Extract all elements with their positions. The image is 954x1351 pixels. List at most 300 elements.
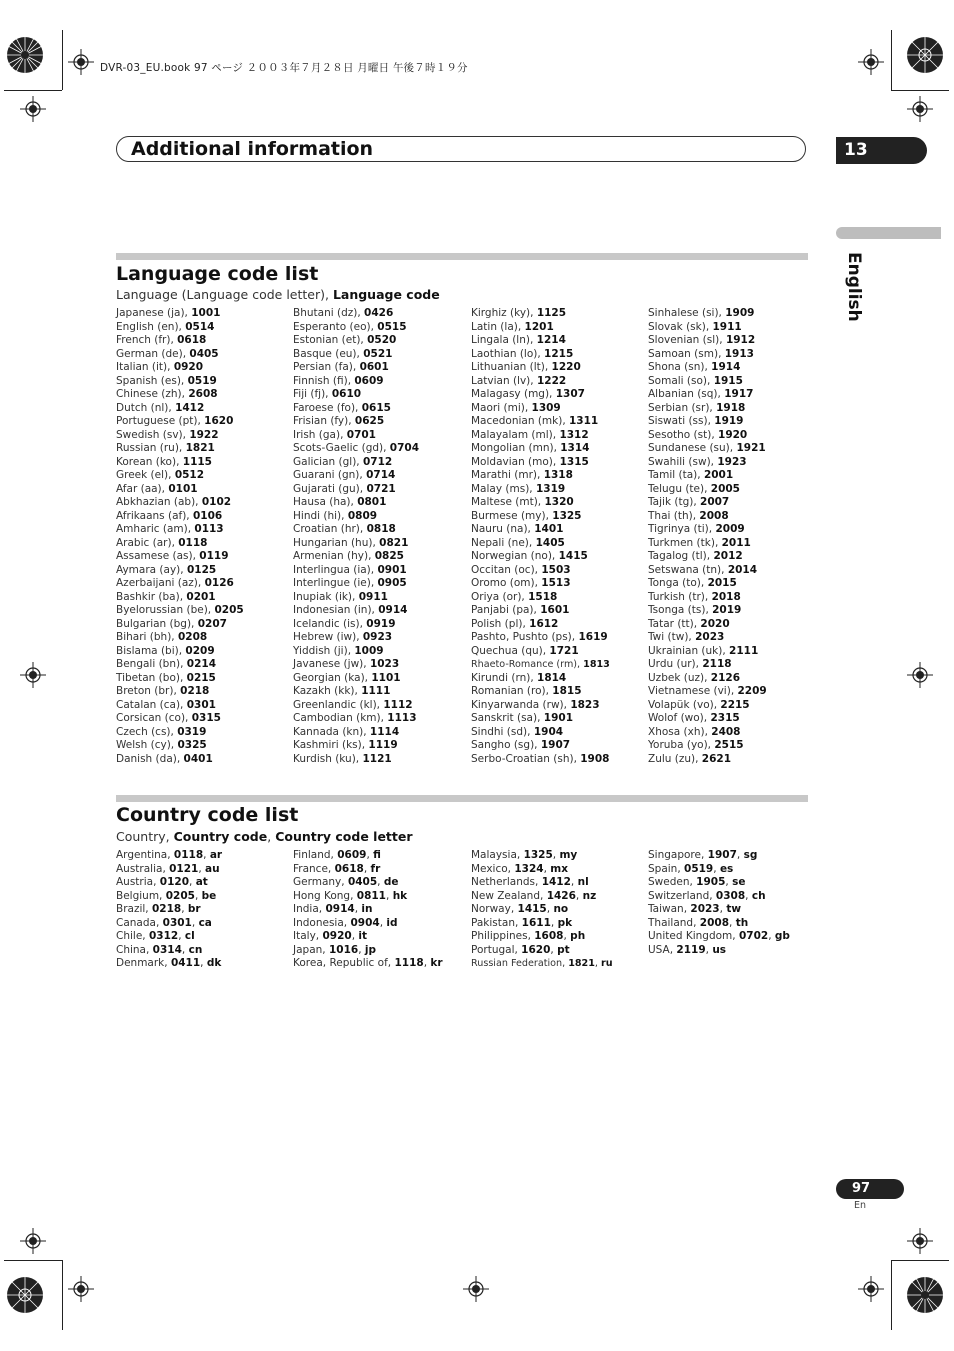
language-entry xyxy=(648,415,826,429)
entry-code: 2019 xyxy=(712,604,742,616)
entry-name: Serbian (sr), xyxy=(648,401,717,414)
language-entry xyxy=(648,496,826,510)
language-entry xyxy=(471,699,649,713)
country-entry xyxy=(648,876,826,890)
country-entry-column xyxy=(471,849,649,971)
country-entry xyxy=(293,917,471,931)
language-entry xyxy=(293,348,471,362)
entry-code: 0315 xyxy=(191,712,221,724)
language-section-title: Language code list xyxy=(116,263,319,285)
country-entry xyxy=(116,944,294,958)
entry-letter: nz xyxy=(582,889,597,902)
entry-letter: ru xyxy=(601,958,613,969)
country-entry xyxy=(648,863,826,877)
language-entry xyxy=(293,699,471,713)
country-entry xyxy=(293,930,471,944)
entry-name: Danish (da), xyxy=(116,752,184,765)
entry-code: 0919 xyxy=(366,617,396,630)
language-entry xyxy=(471,591,649,605)
language-entry xyxy=(648,537,826,551)
language-entry xyxy=(648,550,826,564)
subtitle-bold: Country code xyxy=(173,829,268,844)
crop-line xyxy=(891,30,892,90)
entry-separator: , xyxy=(725,876,733,888)
entry-name: Guarani (gn), xyxy=(293,469,367,481)
language-entry xyxy=(648,334,826,348)
entry-code: 1905 xyxy=(696,876,726,888)
entry-code: 0911 xyxy=(358,590,388,603)
entry-code: 2023 xyxy=(695,631,725,643)
entry-separator: , xyxy=(191,916,199,929)
entry-separator: , xyxy=(543,862,551,875)
entry-separator: , xyxy=(386,889,393,902)
language-entry xyxy=(293,375,471,389)
entry-name: Mexico, xyxy=(471,862,515,875)
entry-code: 1401 xyxy=(534,523,564,535)
entry-name: Hausa (ha), xyxy=(293,496,358,508)
entry-separator: , xyxy=(594,958,601,969)
entry-code: 0904 xyxy=(350,916,380,929)
entry-name: Macedonian (mk), xyxy=(471,415,569,427)
language-entry xyxy=(116,685,294,699)
entry-name: China, xyxy=(116,943,153,956)
entry-code: 0714 xyxy=(366,469,396,481)
entry-name: Panjabi (pa), xyxy=(471,604,541,616)
entry-name: Kazakh (kk), xyxy=(293,685,362,697)
entry-code: 0205 xyxy=(165,889,195,902)
language-entry xyxy=(293,591,471,605)
entry-letter: es xyxy=(719,862,734,875)
entry-name: Bislama (bi), xyxy=(116,644,186,657)
language-entry xyxy=(471,685,649,699)
language-entry xyxy=(471,577,649,591)
entry-code: 0825 xyxy=(374,550,404,562)
entry-name: Tonga (to), xyxy=(648,577,708,589)
entry-code: 0704 xyxy=(389,442,420,454)
entry-code: 0308 xyxy=(715,889,746,902)
entry-name: Thai (th), xyxy=(648,509,700,522)
language-entry xyxy=(471,348,649,362)
language-entry xyxy=(471,510,649,524)
language-entry xyxy=(116,510,294,524)
entry-code: 0625 xyxy=(354,415,385,427)
language-entry xyxy=(471,496,649,510)
entry-code: 0609 xyxy=(354,374,384,387)
language-entry xyxy=(116,523,294,537)
entry-separator: , xyxy=(705,943,713,956)
entry-name: Russian Federation, xyxy=(471,958,569,969)
language-entry xyxy=(293,631,471,645)
entry-name: Tigrinya (ti), xyxy=(648,523,716,535)
entry-name: Australia, xyxy=(116,862,170,875)
language-entry xyxy=(471,712,649,726)
entry-separator: , xyxy=(181,943,189,956)
entry-name: Norway, xyxy=(471,903,518,915)
language-entry xyxy=(293,496,471,510)
entry-code: 0519 xyxy=(684,862,714,875)
entry-name: Yiddish (ji), xyxy=(293,644,355,657)
language-entry xyxy=(293,645,471,659)
entry-name: Xhosa (xh), xyxy=(648,725,712,738)
entry-code: 0102 xyxy=(201,496,232,508)
entry-code: 1619 xyxy=(578,631,608,643)
entry-name: Fiji (fj), xyxy=(293,388,332,400)
entry-code: 1214 xyxy=(536,334,566,346)
entry-name: Vietnamese (vi), xyxy=(648,685,738,697)
entry-letter: ph xyxy=(570,930,586,942)
crosshair-mark-icon xyxy=(907,662,933,688)
entry-code: 1821 xyxy=(568,958,595,969)
entry-name: Greek (el), xyxy=(116,469,175,481)
entry-code: 0521 xyxy=(363,347,393,360)
entry-separator: , xyxy=(181,903,188,915)
entry-code: 1608 xyxy=(534,930,564,942)
crop-line xyxy=(891,1260,892,1330)
entry-separator: , xyxy=(203,849,210,861)
entry-code: 2011 xyxy=(721,536,751,549)
entry-letter: cn xyxy=(188,943,203,956)
entry-code: 1823 xyxy=(570,698,600,711)
crosshair-mark-icon xyxy=(20,1228,46,1254)
entry-name: Polish (pl), xyxy=(471,617,530,630)
entry-name: Yoruba (yo), xyxy=(648,739,715,751)
language-entry xyxy=(471,658,649,672)
entry-separator: , xyxy=(358,943,365,956)
side-language-label xyxy=(826,252,874,322)
registration-rosette-icon xyxy=(906,36,944,74)
entry-code: 1115 xyxy=(182,455,212,468)
side-language-text: English xyxy=(844,252,864,322)
side-tab xyxy=(836,227,941,239)
entry-code: 2007 xyxy=(700,496,730,508)
country-entry xyxy=(648,849,826,863)
registration-rosette-icon xyxy=(906,1276,944,1314)
language-entry xyxy=(116,469,294,483)
entry-name: Switzerland, xyxy=(648,889,716,902)
entry-name: Tamil (ta), xyxy=(648,469,704,481)
entry-code: 0106 xyxy=(192,509,223,522)
entry-name: German (de), xyxy=(116,347,190,360)
entry-name: Portugal, xyxy=(471,943,522,956)
entry-name: Ukrainian (uk), xyxy=(648,644,730,657)
entry-code: 0118 xyxy=(178,536,208,549)
entry-code: 1201 xyxy=(524,320,554,333)
section-divider xyxy=(116,253,808,260)
entry-code: 2015 xyxy=(707,577,737,589)
crosshair-mark-icon xyxy=(20,662,46,688)
entry-name: Norwegian (no), xyxy=(471,550,559,562)
entry-name: Inupiak (ik), xyxy=(293,590,359,603)
chapter-badge: 13 xyxy=(836,137,927,164)
entry-name: Hungarian (hu), xyxy=(293,536,380,549)
language-entry xyxy=(293,577,471,591)
entry-code: 0215 xyxy=(186,671,216,684)
entry-code: 1915 xyxy=(713,374,743,387)
entry-code: 1911 xyxy=(712,320,742,333)
entry-name: Aymara (ay), xyxy=(116,563,187,576)
language-entry xyxy=(648,388,826,402)
entry-name: USA, xyxy=(648,943,677,956)
entry-name: Moldavian (mo), xyxy=(471,455,560,468)
entry-name: Italy, xyxy=(293,930,323,942)
entry-code: 1620 xyxy=(521,943,551,956)
language-entry xyxy=(471,456,649,470)
entry-name: New Zealand, xyxy=(471,889,547,902)
entry-code: 1319 xyxy=(535,482,566,495)
language-entry xyxy=(648,456,826,470)
language-entry xyxy=(471,469,649,483)
language-entry xyxy=(648,685,826,699)
entry-code: 1311 xyxy=(569,415,599,427)
entry-code: 1918 xyxy=(716,401,746,414)
entry-code: 1412 xyxy=(541,876,571,888)
page-number: 97 xyxy=(836,1179,904,1199)
entry-name: Tagalog (tl), xyxy=(648,550,714,562)
entry-separator: , xyxy=(552,849,560,861)
entry-name: Scots-Gaelic (gd), xyxy=(293,442,390,454)
country-entry xyxy=(293,944,471,958)
language-entry xyxy=(648,631,826,645)
entry-name: Nauru (na), xyxy=(471,523,535,535)
entry-name: Marathi (mr), xyxy=(471,469,544,481)
entry-code: 1815 xyxy=(552,685,582,697)
language-entry xyxy=(116,699,294,713)
entry-code: 0923 xyxy=(362,631,393,643)
entry-letter: id xyxy=(386,916,398,929)
language-entry xyxy=(471,564,649,578)
entry-code: 2215 xyxy=(720,698,750,711)
entry-name: Sundanese (su), xyxy=(648,442,737,454)
entry-code: 0618 xyxy=(177,334,207,346)
entry-separator: , xyxy=(194,889,202,902)
language-entry xyxy=(471,645,649,659)
entry-name: Italian (it), xyxy=(116,361,174,373)
language-entry xyxy=(293,307,471,321)
language-entry xyxy=(293,604,471,618)
entry-name: Kannada (kn), xyxy=(293,725,370,738)
language-entry xyxy=(116,361,294,375)
entry-name: Japanese (ja), xyxy=(116,307,192,319)
entry-code: 1620 xyxy=(204,415,234,427)
entry-code: 0514 xyxy=(185,320,215,333)
entry-letter: it xyxy=(358,930,368,942)
language-entry xyxy=(293,361,471,375)
registration-rosette-icon xyxy=(6,36,44,74)
entry-name: Hindi (hi), xyxy=(293,509,348,522)
language-entry xyxy=(116,550,294,564)
entry-name: Germany, xyxy=(293,876,348,888)
entry-code: 0118 xyxy=(173,849,204,861)
entry-name: Tsonga (ts), xyxy=(648,604,713,616)
language-entry xyxy=(293,618,471,632)
entry-name: Arabic (ar), xyxy=(116,536,179,549)
entry-letter: sg xyxy=(743,849,758,861)
entry-code: 0901 xyxy=(377,563,407,576)
country-entry xyxy=(471,944,649,958)
entry-name: United Kingdom, xyxy=(648,930,739,942)
entry-name: Sesotho (st), xyxy=(648,428,719,441)
entry-code: 1913 xyxy=(724,347,754,360)
entry-name: Kurdish (ku), xyxy=(293,752,363,765)
language-entry xyxy=(293,469,471,483)
entry-name: Afrikaans (af), xyxy=(116,509,193,522)
entry-code: 1314 xyxy=(560,442,590,454)
language-entry xyxy=(293,672,471,686)
entry-letter: ar xyxy=(209,849,223,861)
country-entry xyxy=(116,849,294,863)
entry-code: 0519 xyxy=(187,374,217,387)
entry-name: Albanian (sq), xyxy=(648,388,725,400)
country-entry xyxy=(648,944,826,958)
entry-name: Tajik (tg), xyxy=(648,496,701,508)
entry-name: Finland, xyxy=(293,849,338,861)
entry-name: Abkhazian (ab), xyxy=(116,496,202,508)
language-entry xyxy=(471,753,649,767)
language-entry xyxy=(648,307,826,321)
print-info: DVR-03_EU.book 97 ページ ２００３年７月２８日 月曜日 午後７時１９分 xyxy=(100,62,468,74)
entry-letter: tw xyxy=(726,903,742,915)
country-entry xyxy=(293,890,471,904)
entry-letter: jp xyxy=(364,943,377,956)
language-entry xyxy=(293,510,471,524)
entry-name: Assamese (as), xyxy=(116,550,200,562)
entry-name: Bihari (bh), xyxy=(116,631,178,643)
entry-name: Catalan (ca), xyxy=(116,698,187,711)
entry-name: Icelandic (is), xyxy=(293,617,367,630)
entry-name: Azerbaijani (az), xyxy=(116,577,205,589)
entry-code: 2020 xyxy=(700,617,730,630)
entry-name: Volapük (vo), xyxy=(648,698,721,711)
entry-code: 1513 xyxy=(541,577,571,589)
language-entry xyxy=(471,429,649,443)
country-entry xyxy=(471,903,649,917)
language-entry xyxy=(293,658,471,672)
entry-separator: , xyxy=(563,930,571,942)
entry-code: 1325 xyxy=(523,849,553,861)
country-entry xyxy=(648,903,826,917)
entry-code: 0601 xyxy=(359,361,389,373)
subtitle-bold: Country code letter xyxy=(275,829,413,844)
entry-code: 2408 xyxy=(711,725,741,738)
entry-separator: , xyxy=(200,957,207,969)
entry-code: 0721 xyxy=(366,482,396,495)
language-entry xyxy=(116,726,294,740)
entry-code: 1813 xyxy=(583,659,610,670)
entry-name: Philippines, xyxy=(471,930,535,942)
entry-name: Slovak (sk), xyxy=(648,320,713,333)
language-entry xyxy=(471,726,649,740)
crosshair-mark-icon xyxy=(907,1228,933,1254)
language-entry xyxy=(648,402,826,416)
entry-name: Singapore, xyxy=(648,849,708,861)
entry-name: Occitan (oc), xyxy=(471,563,542,576)
language-entry xyxy=(471,483,649,497)
language-entry xyxy=(116,375,294,389)
entry-code: 1405 xyxy=(535,536,565,549)
entry-name: Malagasy (mg), xyxy=(471,388,556,400)
language-entry xyxy=(648,672,826,686)
language-entry xyxy=(116,442,294,456)
entry-code: 2119 xyxy=(676,943,706,956)
entry-name: Romanian (ro), xyxy=(471,685,553,697)
entry-code: 0218 xyxy=(180,685,210,697)
language-entry xyxy=(116,739,294,753)
language-entry xyxy=(471,375,649,389)
entry-code: 1318 xyxy=(543,469,573,481)
entry-name: Telugu (te), xyxy=(648,482,711,495)
crop-line xyxy=(62,30,63,90)
country-section-subtitle xyxy=(116,829,413,844)
entry-separator: , xyxy=(550,943,558,956)
entry-name: Kinyarwanda (rw), xyxy=(471,698,571,711)
crop-line xyxy=(891,90,949,91)
country-entry xyxy=(471,917,649,931)
language-entry xyxy=(116,645,294,659)
entry-name: Spain, xyxy=(648,862,685,875)
entry-code: 1821 xyxy=(185,442,215,454)
language-entry xyxy=(471,604,649,618)
entry-code: 0301 xyxy=(162,916,192,929)
language-entry xyxy=(648,564,826,578)
entry-code: 0401 xyxy=(183,752,213,765)
entry-name: Russian (ru), xyxy=(116,442,186,454)
entry-code: 0618 xyxy=(334,862,364,875)
entry-name: Irish (ga), xyxy=(293,428,347,441)
language-entry xyxy=(471,631,649,645)
language-entry xyxy=(471,361,649,375)
entry-code: 0818 xyxy=(366,523,396,535)
country-entry xyxy=(116,957,294,971)
language-entry xyxy=(648,591,826,605)
entry-name: Setswana (tn), xyxy=(648,563,728,576)
country-entry xyxy=(293,903,471,917)
language-entry xyxy=(293,321,471,335)
entry-code: 0405 xyxy=(347,876,378,888)
entry-separator: , xyxy=(351,930,359,942)
crosshair-mark-icon xyxy=(20,96,46,122)
subtitle-sep: , xyxy=(267,829,276,844)
entry-name: Cambodian (km), xyxy=(293,712,388,724)
entry-name: Kirundi (rn), xyxy=(471,671,538,684)
language-entry xyxy=(116,631,294,645)
language-entry xyxy=(471,739,649,753)
entry-code: 2023 xyxy=(690,903,720,915)
entry-letter: ch xyxy=(751,889,766,902)
crop-line xyxy=(4,1260,62,1261)
entry-name: Sindhi (sd), xyxy=(471,725,534,738)
entry-code: 0811 xyxy=(356,889,386,902)
entry-code: 2608 xyxy=(188,388,218,400)
entry-code: 0520 xyxy=(367,334,397,346)
language-entry xyxy=(116,618,294,632)
entry-code: 0426 xyxy=(364,307,394,319)
language-entry xyxy=(116,321,294,335)
entry-separator: , xyxy=(570,876,578,888)
entry-code: 1920 xyxy=(718,428,748,441)
country-entry xyxy=(293,957,471,971)
entry-code: 1901 xyxy=(543,712,574,724)
entry-name: English (en), xyxy=(116,320,186,333)
language-entry xyxy=(116,402,294,416)
entry-name: Dutch (nl), xyxy=(116,401,176,414)
entry-letter: th xyxy=(735,916,749,929)
entry-name: Korea, Republic of, xyxy=(293,957,395,969)
section-divider xyxy=(116,795,808,802)
entry-code: 2008 xyxy=(699,916,730,929)
entry-name: Javanese (jw), xyxy=(293,658,370,670)
entry-code: 2315 xyxy=(710,712,740,724)
language-entry xyxy=(471,321,649,335)
